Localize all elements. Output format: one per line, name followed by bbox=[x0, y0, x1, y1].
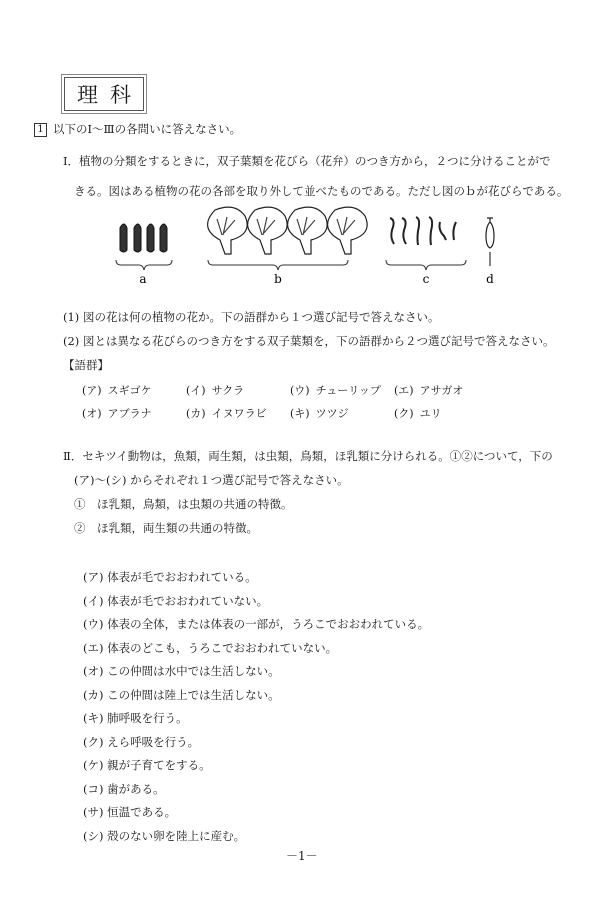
stamen bbox=[429, 217, 432, 245]
pistil-d bbox=[486, 218, 494, 266]
stamens-c bbox=[390, 217, 456, 245]
figure-label-a: a bbox=[139, 272, 147, 286]
part2-sub2: ② ほ乳類，両生類の共通の特徴。 bbox=[74, 521, 258, 535]
page-number: －1－ bbox=[286, 849, 318, 863]
word-group-title: 【語群】 bbox=[63, 358, 109, 372]
sepals-a bbox=[120, 224, 167, 252]
bracket-c bbox=[386, 260, 466, 270]
word-group-row-1 bbox=[82, 382, 498, 398]
choice-item: (ク) えら呼吸を行う。 bbox=[83, 734, 200, 749]
bracket-b bbox=[208, 260, 348, 270]
stamen bbox=[390, 218, 394, 244]
sepal bbox=[160, 224, 167, 252]
question-number: 1 bbox=[34, 123, 47, 137]
word-option: (ア) スギゴケ bbox=[82, 384, 152, 397]
part1-line2: きる。図はある植物の花の各部を取り外して並べたものである。ただし図のｂが花びらである。 bbox=[74, 184, 569, 198]
petal bbox=[288, 207, 328, 254]
stamen bbox=[453, 222, 456, 240]
stamen bbox=[416, 217, 419, 245]
choice-item: (ケ) 親が子育てをする。 bbox=[83, 758, 211, 772]
choice-item: (コ) 歯がある。 bbox=[83, 781, 165, 796]
choice-item: (イ) 体表が毛でおおわれていない。 bbox=[83, 593, 269, 608]
bracket-a bbox=[116, 260, 172, 270]
choice-item: (エ) 体表のどこも，うろこでおおわれていない。 bbox=[83, 640, 338, 655]
choice-item: (サ) 恒温である。 bbox=[83, 805, 177, 819]
part2-line2: (ア)～(シ) からそれぞれ１つ選び記号で答えなさい。 bbox=[74, 473, 349, 487]
choice-item: (キ) 肺呼吸を行う。 bbox=[83, 711, 188, 725]
word-option: (ウ) チューリップ bbox=[290, 384, 381, 397]
subject-title: 理科 bbox=[64, 77, 144, 111]
word-option: (カ) イヌワラビ bbox=[186, 407, 267, 420]
word-option: (キ) ツツジ bbox=[290, 407, 349, 420]
petal bbox=[248, 207, 288, 254]
stamen bbox=[402, 218, 406, 244]
sepal bbox=[134, 224, 141, 252]
question-intro bbox=[34, 122, 241, 137]
petals-b bbox=[208, 207, 368, 254]
question-intro-text: 以下のⅠ～Ⅲの各問いに答えなさい。 bbox=[53, 122, 242, 136]
part2-line1: Ⅱ．セキツイ動物は，魚類，両生類，は虫類，鳥類，ほ乳類に分けられる。①②について，下の bbox=[63, 449, 553, 463]
choice-list bbox=[83, 570, 429, 852]
petal bbox=[208, 207, 248, 254]
petal bbox=[328, 207, 368, 254]
choice-item: (ア) 体表が毛でおおわれている。 bbox=[83, 570, 257, 584]
choice-item: (カ) この仲間は陸上では生活しない。 bbox=[83, 687, 280, 702]
figure-label-c: c bbox=[422, 272, 430, 286]
word-option: (ク) ユリ bbox=[394, 407, 442, 420]
choice-item: (シ) 殻のない卵を陸上に産む。 bbox=[83, 828, 246, 843]
part1-q2: (2) 図とは異なる花びらのつき方をする双子葉類を，下の語群から２つ選び記号で答えなさい。 bbox=[63, 334, 555, 348]
figure-label-b: b bbox=[274, 272, 282, 286]
part1-line1: Ⅰ．植物の分類をするときに，双子葉類を花びら（花弁）のつき方から，２つに分けることがで bbox=[63, 154, 551, 168]
part2-sub1: ① ほ乳類，鳥類，は虫類の共通の特徴。 bbox=[74, 497, 293, 511]
stamen bbox=[440, 222, 447, 240]
word-option: (エ) アサガオ bbox=[394, 384, 464, 397]
choice-item: (ウ) 体表の全体，または体表の一部が，うろこでおおわれている。 bbox=[83, 617, 430, 631]
figure-label-d: d bbox=[486, 272, 494, 286]
sepal bbox=[120, 224, 127, 252]
flower-parts-figure bbox=[110, 200, 510, 295]
choice-item: (オ) この仲間は水中では生活しない。 bbox=[83, 664, 280, 678]
sepal bbox=[147, 224, 154, 252]
word-group-row-2 bbox=[82, 405, 498, 421]
word-option: (イ) サクラ bbox=[186, 384, 245, 397]
part1-q1: (1) 図の花は何の植物の花か。下の語群から１つ選び記号で答えなさい。 bbox=[63, 310, 440, 324]
word-option: (オ) アブラナ bbox=[82, 407, 152, 420]
